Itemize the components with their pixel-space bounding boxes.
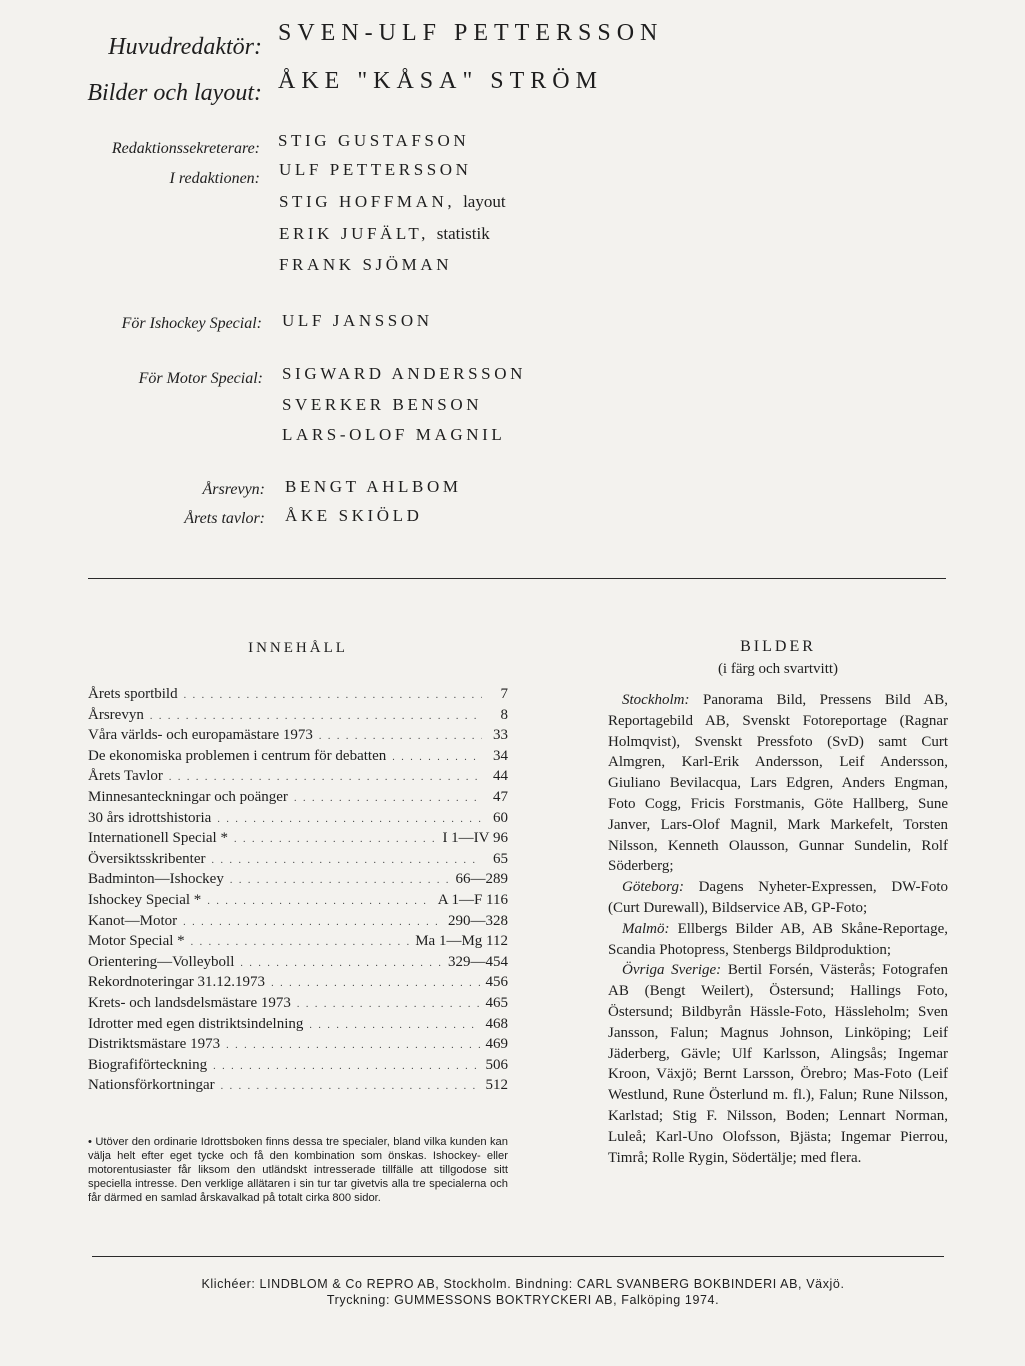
leader-dots (191, 933, 410, 954)
contents-item-title: Badminton—Ishockey (88, 871, 224, 888)
contents-item (88, 684, 508, 705)
contents-item-page: 34 (493, 747, 508, 764)
secretary-credit (0, 131, 470, 162)
contents-item-title: Orientering—Volleyboll (88, 953, 235, 970)
contents-item-title: Årets Tavlor (88, 768, 163, 785)
contents-item (88, 746, 508, 767)
ishockey-credit (0, 311, 433, 337)
leader-dots (297, 995, 480, 1016)
contents-item-page: 469 (485, 1036, 508, 1053)
leader-dots (309, 1016, 479, 1037)
leader-dots (217, 810, 482, 831)
contents-item-page: 47 (493, 788, 508, 805)
tavlor-name: ÅKE SKIÖLD (285, 506, 423, 525)
leader-dots (184, 686, 482, 707)
contents-item (88, 1075, 508, 1096)
contents-item (88, 1014, 508, 1035)
contents-item-page: Ma 1—Mg 112 (415, 933, 508, 950)
contents-item (88, 911, 508, 932)
contents-footnote: • Utöver den ordinarie Idrottsboken finns dessa tre specialer, bland vilka kunden kan välja helt efter eget tycke och få den kombination som önskas. Ishockey- eller motorentusiaster får liksom den utländskt intresserade tillfälle att tillgodose sitt speciella intresse. Den verklige allätaren i sin tur tar givetvis alla tre specialerna och får därmed en samlad årskavalkad på totalt cirka 800 sidor. (88, 1136, 508, 1204)
photo-credit-city: Malmö: (622, 920, 670, 937)
contents-item-page: 65 (493, 850, 508, 867)
staff-member: ULF PETTERSSON (279, 160, 472, 179)
secretary-name: STIG GUSTAFSON (278, 131, 470, 150)
contents-item-title: Biografiförteckning (88, 1056, 208, 1073)
contents-item (88, 849, 508, 870)
layout-name: ÅKE "KÅSA" STRÖM (278, 68, 603, 94)
contents-item-title: Internationell Special * (88, 830, 228, 847)
contents-item-title: Minnesanteckningar och poänger (88, 788, 288, 805)
contents-item (88, 787, 508, 808)
contents-item-title: Nationsförkortningar (88, 1077, 215, 1094)
staff-label: I redaktionen: (169, 170, 260, 187)
staff-credit (0, 170, 260, 192)
layout-label: Bilder och layout: (87, 80, 262, 106)
contents-item-title: Översiktsskribenter (88, 850, 206, 867)
leader-dots (150, 707, 482, 728)
contents-item-page: 44 (493, 768, 508, 785)
motor-credit (0, 370, 263, 392)
contents-item-title: Distriktsmästare 1973 (88, 1036, 221, 1053)
ishockey-name: ULF JANSSON (282, 311, 433, 330)
leader-dots (213, 1057, 479, 1078)
contents-item-page: 456 (485, 974, 508, 991)
contents-item (88, 890, 508, 911)
contents-item-page: 8 (500, 706, 508, 723)
contents-item-title: Rekordnoteringar 31.12.1973 (88, 974, 266, 991)
motor-name: SIGWARD ANDERSSON (282, 364, 526, 383)
contents-item-title: Kanot—Motor (88, 912, 178, 929)
motor-label: För Motor Special: (138, 370, 263, 387)
contents-item-title: Årsrevyn (88, 706, 144, 723)
editor-credit (0, 20, 664, 64)
staff-role: layout (463, 192, 506, 211)
contents-item-page: 468 (485, 1015, 508, 1032)
arsrevyn-name: BENGT AHLBOM (285, 477, 462, 496)
photo-credit-section (608, 960, 948, 1168)
contents-item (88, 869, 508, 890)
divider (88, 578, 946, 579)
contents-item-page: 60 (493, 809, 508, 826)
contents-item-page: 465 (485, 994, 508, 1011)
leader-dots (207, 892, 431, 913)
photo-credit-text: Dagens Nyheter-Expressen, DW-Foto (Curt Durewall), Bildservice AB, GP-Foto; (608, 879, 948, 916)
leader-dots (319, 727, 482, 748)
photo-credit-city: Göteborg: (622, 879, 684, 896)
leader-dots (211, 851, 482, 872)
staff-member: ERIK JUFÄLT, statistik (279, 224, 490, 243)
staff-member: STIG HOFFMAN, layout (279, 192, 506, 211)
staff-role: statistik (436, 224, 490, 243)
editor-label: Huvudredaktör: (108, 34, 262, 60)
contents-item-title: Idrotter med egen distriktsindelning (88, 1015, 304, 1032)
leader-dots (294, 789, 482, 810)
tavlor-credit (0, 506, 423, 532)
bilder-title: BILDER (740, 638, 816, 655)
contents-item (88, 993, 508, 1014)
leader-dots (169, 768, 482, 789)
contents-item-title: 30 års idrottshistoria (88, 809, 212, 826)
contents-item-page: 512 (485, 1077, 508, 1094)
tavlor-label: Årets tavlor: (184, 510, 265, 527)
contents-item-page: 33 (493, 727, 508, 744)
contents-item (88, 952, 508, 973)
contents-item (88, 705, 508, 726)
contents-item (88, 972, 508, 993)
contents-item-page: 66—289 (455, 871, 508, 888)
colophon (88, 1276, 958, 1308)
contents-item-page: I 1—IV 96 (442, 830, 508, 847)
contents-item-title: Våra världs- och europamästare 1973 (88, 727, 313, 744)
contents-item (88, 766, 508, 787)
leader-dots (183, 913, 442, 934)
contents-item-page: 506 (485, 1056, 508, 1073)
contents-item (88, 931, 508, 952)
motor-name: SVERKER BENSON (282, 395, 483, 414)
photo-credits (608, 690, 948, 1168)
motor-name: LARS-OLOF MAGNIL (282, 425, 506, 444)
contents-item-page: 290—328 (448, 912, 508, 929)
contents-list (88, 684, 508, 1096)
contents-item-title: Årets sportbild (88, 686, 178, 702)
photo-credit-text: Ellbergs Bilder AB, AB Skåne-Reportage, Scandia Photopress, Stenbergs Bildproduktion; (608, 920, 948, 958)
divider (92, 1256, 944, 1257)
arsrevyn-credit (0, 477, 462, 503)
colophon-line: Klichéer: LINDBLOM & Co REPRO AB, Stockholm. Bindning: CARL SVANBERG BOKBINDERI AB, Växjö. (201, 1277, 845, 1291)
leader-dots (240, 954, 442, 975)
photo-credit-section (608, 877, 948, 919)
secretary-label: Redaktionssekreterare: (111, 140, 260, 157)
leader-dots (271, 974, 479, 995)
contents-item-title: Krets- och landsdelsmästare 1973 (88, 994, 291, 1011)
contents-item-title: Motor Special * (88, 933, 185, 950)
contents-item (88, 808, 508, 829)
colophon-line: Tryckning: GUMMESSONS BOKTRYCKERI AB, Falköping 1974. (326, 1293, 720, 1307)
contents-title: INNEHÅLL (248, 640, 348, 656)
bilder-subtitle: (i färg och svartvitt) (717, 661, 839, 677)
ishockey-label: För Ishockey Special: (121, 315, 262, 332)
contents-item (88, 1055, 508, 1076)
photo-credit-city: Övriga Sverige: (622, 962, 722, 979)
arsrevyn-label: Årsrevyn: (202, 481, 265, 498)
leader-dots (234, 830, 436, 851)
leader-dots (226, 1036, 479, 1057)
contents-item-page: 7 (500, 686, 508, 702)
contents-item (88, 1034, 508, 1055)
contents-item (88, 725, 508, 746)
staff-member: FRANK SJÖMAN (279, 255, 453, 274)
layout-credit (0, 68, 603, 110)
contents-item (88, 828, 508, 849)
leader-dots (230, 871, 450, 892)
photo-credit-section (608, 919, 948, 961)
photo-credit-text: Bertil Forsén, Västerås; Fotografen AB (Bengt Weilert), Östersund; Hallings Foto, Östersund; Bildbyrån Hässle-Foto, Hässleholm; Sven Jansson, Falun; Magnus Johnson, Linköping; Leif Jäderberg, Gävle; Ulf Karlsson, Alingsås; Ingemar Kroon, Växjö; Bernt Larsson, Örebro; Mas-Foto (Leif Westlund, Rune Österlund m. fl.), Falun; Rune Nilsson, Karlstad; Stig F. Nilsson, Boden; Lennart Norman, Luleå; Karl-Uno Olofsson, Bjästa; Ingemar Pierrou, Timrå; Rolle Rygin, Södertälje; med flera. (608, 962, 948, 1166)
leader-dots (392, 748, 482, 769)
photo-credit-section (608, 690, 948, 877)
contents-item-page: 329—454 (448, 953, 508, 970)
photo-credit-text: Panorama Bild, Pressens Bild AB, Reportagebild AB, Svenskt Fotoreportage (Ragnar Holmqvist), Svenskt Pressfoto (SvD) samt Curt Almgren, Karl-Erik Andersson, Leif Andersson, Giuliano Bevilacqua, Lars Edgren, Anders Engman, Foto Cogg, Fricis Forstmanis, Göte Hallberg, Sune Janver, Lars-Olof Magnil, Mark Markefelt, Torsten Nilsson, Kenneth Olausson, Gunnar Sundelin, Rolf Söderberg; (608, 692, 948, 875)
photo-credit-city: Stockholm: (622, 692, 690, 708)
contents-item-title: Ishockey Special * (88, 891, 202, 908)
editor-name: SVEN-ULF PETTERSSON (278, 20, 664, 46)
contents-item-page: A 1—F 116 (437, 891, 508, 908)
contents-item-title: De ekonomiska problemen i centrum för debatten (88, 747, 387, 764)
leader-dots (221, 1077, 480, 1098)
